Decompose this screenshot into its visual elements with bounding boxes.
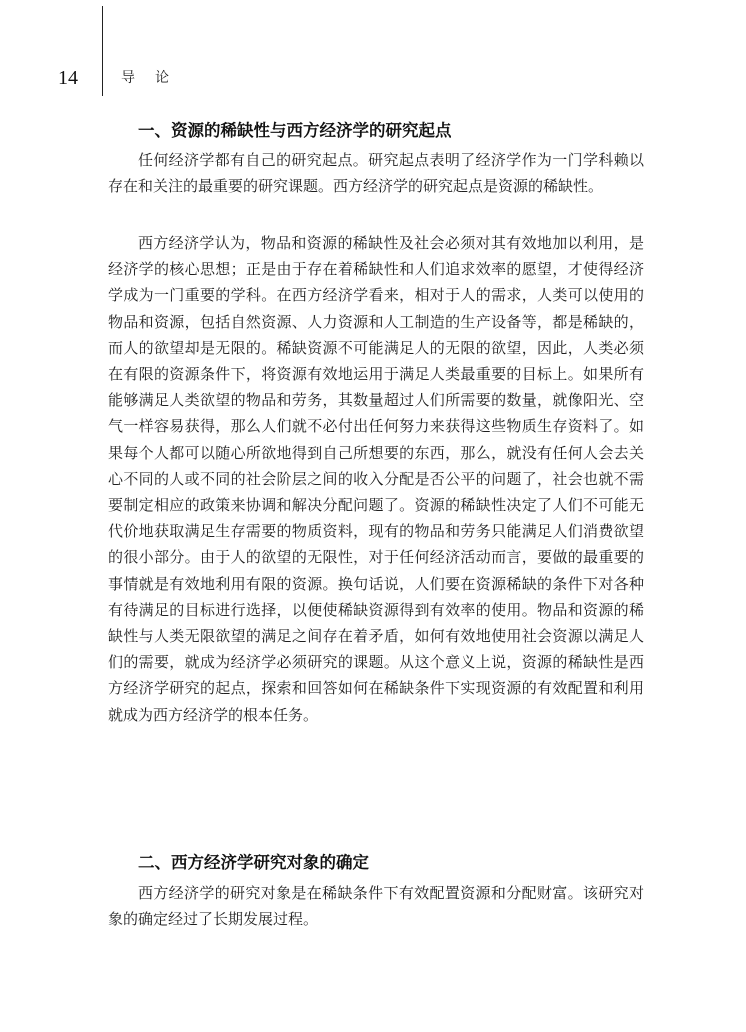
running-head: 导论 [121,70,189,86]
body-paragraph: 西方经济学认为，物品和资源的稀缺性及社会必须对其有效地加以利用，是经济学的核心思想；正是由于存在着稀缺性和人们追求效率的愿望，才使得经济学成为一门重要的学科。在西方经济学看来，相对于人的需求，人类可以使用的物品和资源，包括自然资源、人力资源和人工制造的生产设备等，都是稀缺的，而人的欲望却是无限的。稀缺资源不可能满足人的无限的欲望，因此，人类必须在有限的资源条件下，将资源有效地运用于满足人类最重要的目标上。如果所有能够满足人类欲望的物品和劳务，其数量超过人们所需要的数量，就像阳光、空气一样容易获得，那么人们就不必付出任何努力来获得这些物质生存资料了。如果每个人都可以随心所欲地得到自己所想要的东西，那么，就没有任何人会去关心不同的人或不同的社会阶层之间的收入分配是否公平的问题了，社会也就不需要制定相应的政策来协调和解决分配问题了。资源的稀缺性决定了人们不可能无代价地获取满足生存需要的物质资料，现有的物品和劳务只能满足人们消费欲望的很小部分。由于人的欲望的无限性，对于任何经济活动而言，要做的最重要的事情就是有效地利用有限的资源。换句话说，人们要在资源稀缺的条件下对各种有待满足的目标进行选择，以便使稀缺资源得到有效率的使用。物品和资源的稀缺性与人类无限欲望的满足之间存在着矛盾，如何有效地使用社会资源以满足人们的需要，就成为经济学必须研究的课题。从这个意义上说，资源的稀缺性是西方经济学研究的起点，探索和回答如何在稀缺条件下实现资源的有效配置和利用就成为西方经济学的根本任务。 [108,234,644,724]
body-paragraph: 任何经济学都有自己的研究起点。研究起点表明了经济学作为一门学科赖以存在和关注的最重要的研究课题。西方经济学的研究起点是资源的稀缺性。 [108,151,644,196]
section-heading: 一、资源的稀缺性与西方经济学的研究起点 [138,121,452,140]
page-number: 14 [58,67,78,89]
section-heading: 二、西方经济学研究对象的确定 [138,853,369,872]
header-rule [102,6,103,96]
body-paragraph: 西方经济学的研究对象是在稀缺条件下有效配置资源和分配财富。该研究对象的确定经过了长期发展过程。 [108,884,644,929]
